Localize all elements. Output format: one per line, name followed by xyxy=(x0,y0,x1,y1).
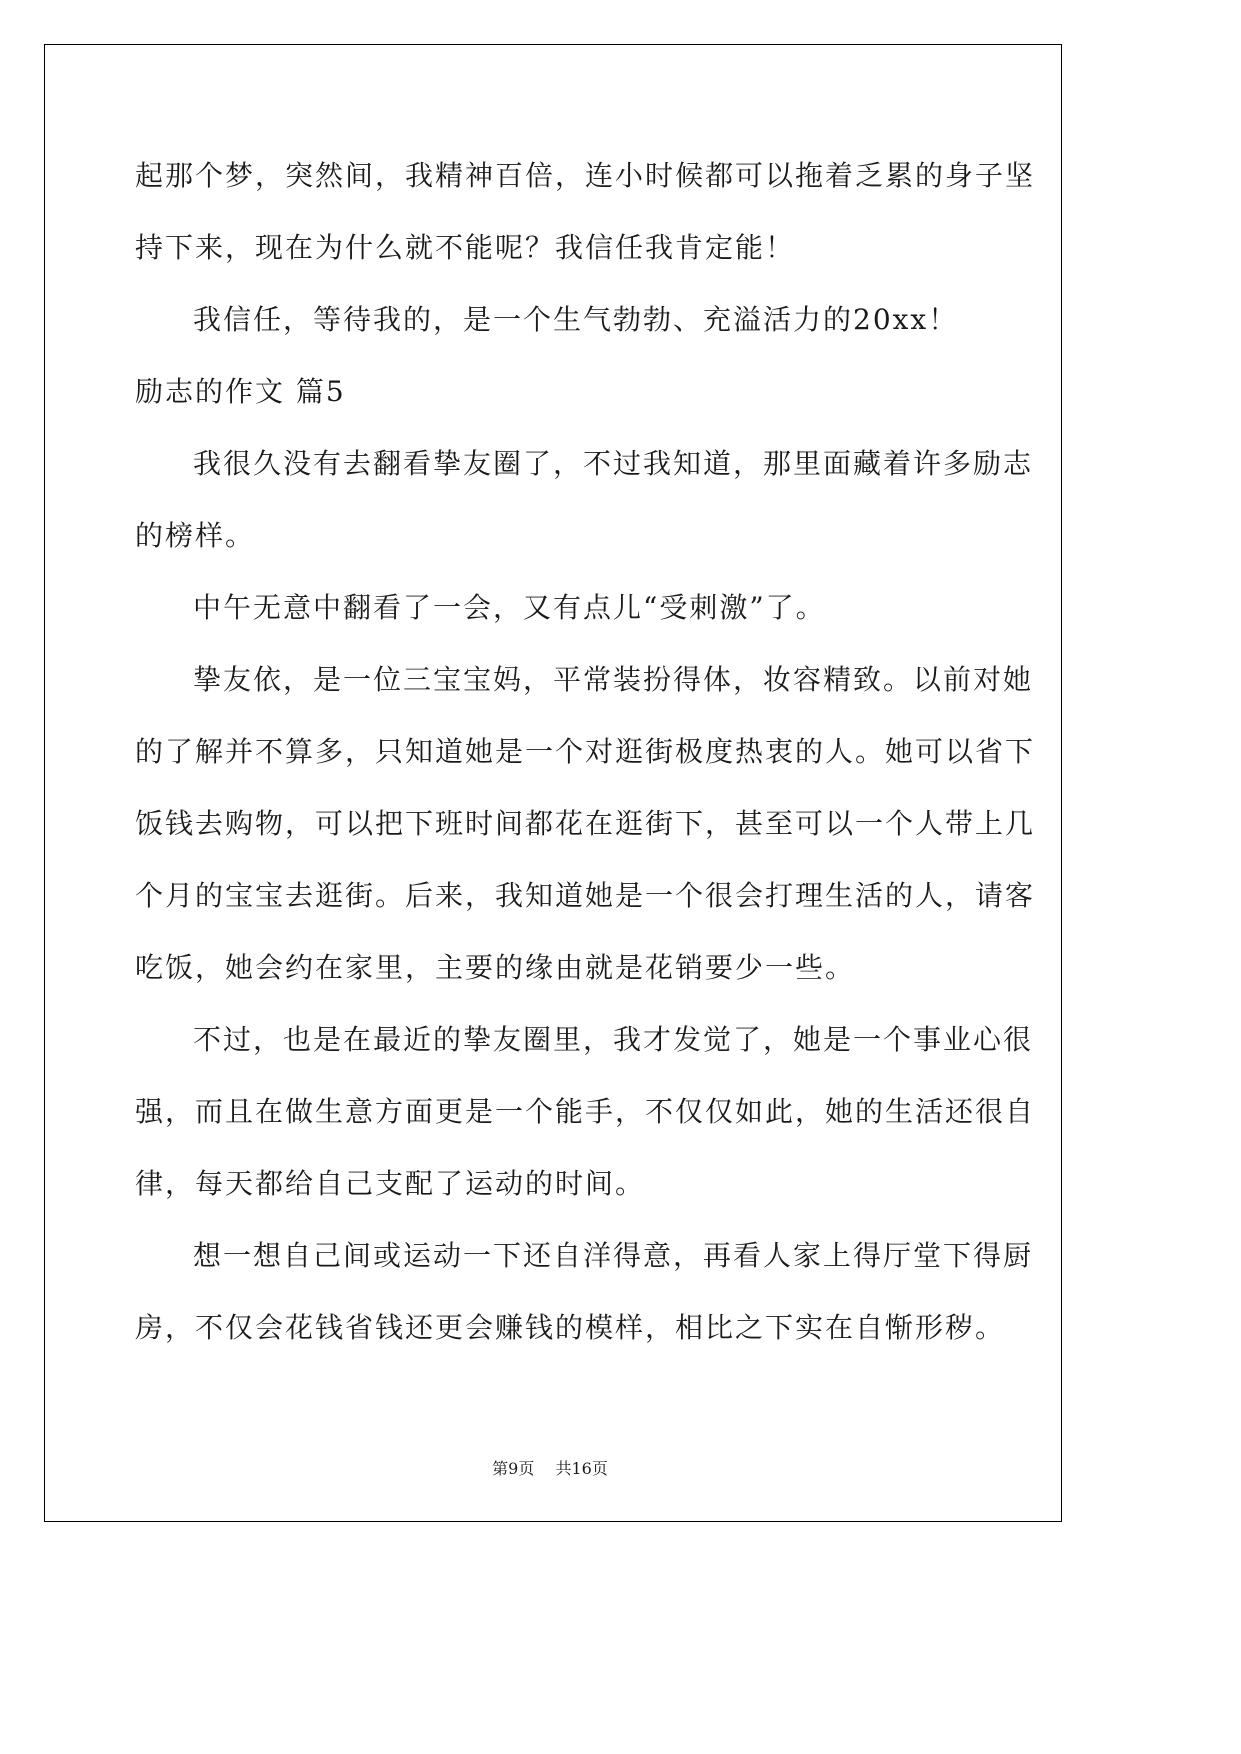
page-footer xyxy=(0,1456,1100,1479)
text-line: 挚友依，是一位三宝宝妈，平常装扮得体，妆容精致。以前对她 xyxy=(193,663,1034,696)
text-line: 吃饭，她会约在家里，主要的缘由就是花销要少一些。 xyxy=(135,951,856,984)
text-line: 饭钱去购物，可以把下班时间都花在逛街下，甚至可以一个人带上几 xyxy=(135,807,1036,840)
text-line: 想一想自己间或运动一下还自洋得意，再看人家上得厅堂下得厨 xyxy=(193,1239,1034,1272)
text-line: 持下来，现在为什么就不能呢？我信任我肯定能！ xyxy=(135,231,796,264)
document-body xyxy=(135,140,1036,1364)
text-line: 房，不仅会花钱省钱还更会赚钱的模样，相比之下实在自惭形秽。 xyxy=(135,1311,1006,1344)
text-line: 的榜样。 xyxy=(135,519,256,552)
section-heading: 励志的作文 篇5 xyxy=(135,375,346,408)
text-line: 起那个梦，突然间，我精神百倍，连小时候都可以拖着乏累的身子坚 xyxy=(135,159,1036,192)
text-line: 律，每天都给自己支配了运动的时间。 xyxy=(135,1167,646,1200)
page-number: 第9页 xyxy=(492,1459,535,1478)
text-line: 强，而且在做生意方面更是一个能手，不仅仅如此，她的生活还很自 xyxy=(135,1095,1036,1128)
text-line: 不过，也是在最近的挚友圈里，我才发觉了，她是一个事业心很 xyxy=(193,1023,1034,1056)
text-line: 中午无意中翻看了一会，又有点儿“受刺激”了。 xyxy=(193,591,826,624)
text-line: 的了解并不算多，只知道她是一个对逛街极度热衷的人。她可以省下 xyxy=(135,735,1036,768)
text-line: 个月的宝宝去逛街。后来，我知道她是一个很会打理生活的人，请客 xyxy=(135,879,1036,912)
total-pages: 共16页 xyxy=(555,1459,608,1478)
text-line: 我信任，等待我的，是一个生气勃勃、充溢活力的20xx！ xyxy=(193,303,959,336)
text-line: 我很久没有去翻看挚友圈了，不过我知道，那里面藏着许多励志 xyxy=(193,447,1034,480)
